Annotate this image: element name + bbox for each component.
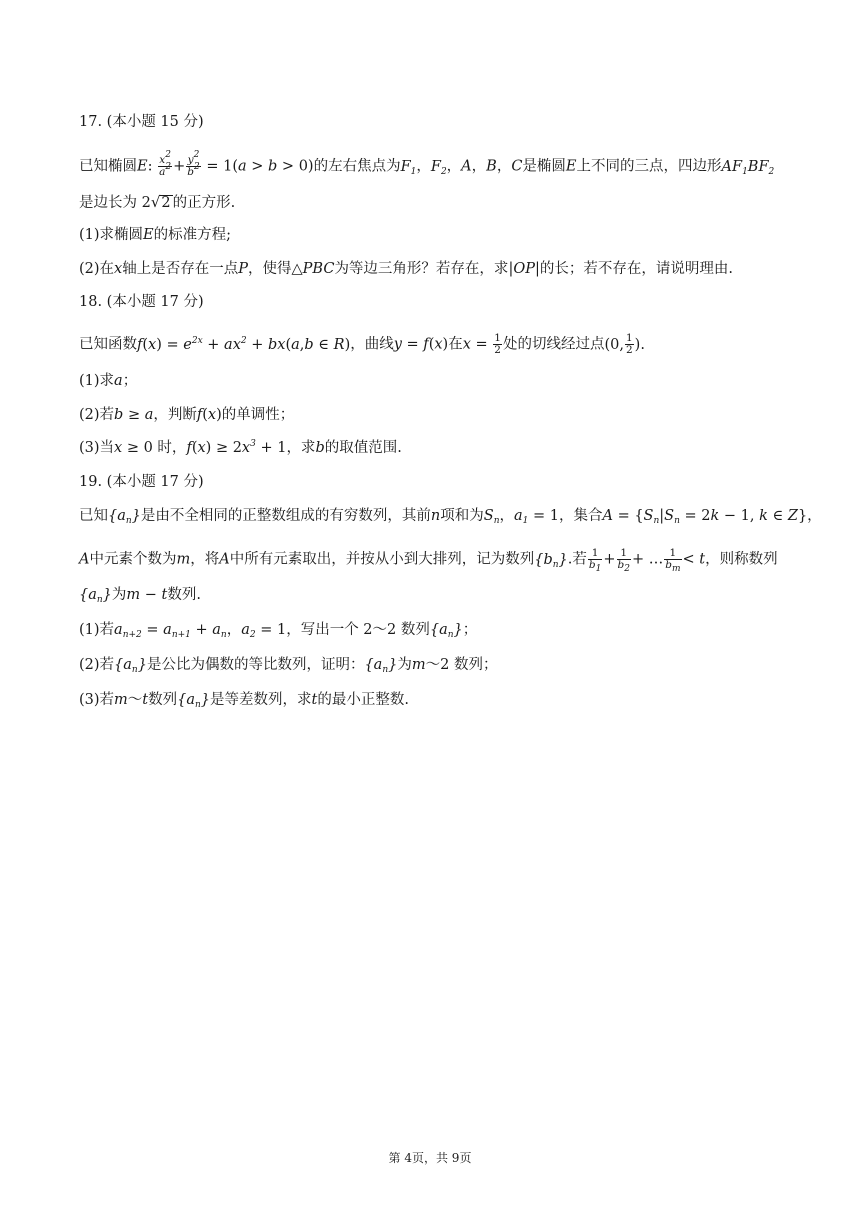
q19-part1-text-b: ，写出一个 2～2 数列	[286, 622, 430, 638]
q18-part3-text-c: ，求	[286, 440, 316, 456]
function-definition: $f(x) = e^{2x} + ax^2 + bx(a,b$ ∈ R)	[137, 335, 351, 353]
q19-stem-line3: $\{a_n\}$为m − t数列.	[79, 587, 201, 605]
q17-part2-text-b: 轴上是否存在一点	[122, 261, 239, 277]
q19-line2-text-c: 中所有元素取出，并按从小到大排列，记为数列	[229, 551, 535, 568]
set-A-definition: $A = \{S_n|S_n = 2k - 1$, k ∈ Z}	[602, 508, 808, 526]
q17-part1: (1)求椭圆𝐸的标准方程;	[79, 227, 232, 243]
q17-stem-line1: 已知椭圆E: $\frac{x^2}{a^2}$ + $\frac{y^2}{b^2}$ = 1(a > b > 0)的左右焦点为$F_1$，$F_2$，A，B，C是椭圆E上不同的三点，四边形$AF_1BF_2$	[79, 150, 775, 178]
fraction-1-b2: $\frac{1}{b_2}$	[617, 547, 630, 574]
q19-part3: (3)若m～t数列$\{a_n\}$是等差数列，求t的最小正整数.	[79, 692, 409, 710]
q17-text-c: 是椭圆	[522, 158, 566, 175]
q19-line1-text-b: 是由不全相同的正整数组成的有穷数列，其前	[140, 508, 431, 524]
q19-part2-text-a: (2)若	[79, 657, 115, 673]
q17-text-line2-a: 是边长为	[79, 195, 142, 211]
q19-line3-text-b: 为	[111, 587, 127, 603]
page-footer: 第 4页，共 9页	[388, 1151, 472, 1165]
fraction-1-b1: $\frac{1}{b_1}$	[588, 547, 602, 574]
q19-part1-text-a: (1)若	[79, 622, 115, 638]
q17-text-b: 的左右焦点为	[313, 158, 401, 175]
q18-part1-text-b: ；	[122, 373, 138, 389]
fraction-one-half: $\frac{1}{2}$	[494, 332, 501, 356]
q17-part2-text-e: 的长；若不存在，请说明理由.	[539, 261, 733, 277]
q18-part3-text-a: (3)当	[79, 440, 115, 456]
q17-text-a: 已知椭圆	[79, 158, 137, 175]
q19-part3-text-d: 是等差数列，求	[210, 692, 312, 708]
q18-part3: (3)当x ≥ 0 时，$f(x) \ge 2x^3 + 1$，求b的取值范围.	[79, 439, 402, 456]
ellipse-condition: = 1(a > b > 0)	[206, 158, 314, 175]
q19-line1-text-d: ，集合	[558, 508, 603, 524]
q17-part2-text-c: ，使得△	[248, 261, 303, 277]
q19-part3-text-a: (3)若	[79, 692, 115, 708]
q18-text-a: 已知函数	[79, 336, 137, 353]
q19-part1: (1)若$a_{n+2} = a_{n+1} + a_n$，$a_2 = 1$，写出一个 2～2 数列$\{a_n\}$；	[79, 622, 478, 640]
q18-part2: (2)若b ≥ a，判断f(x)的单调性；	[79, 407, 295, 423]
q19-part3-text-b: ～	[127, 692, 143, 708]
side-length: 2√2	[141, 193, 171, 211]
q19-part2-text-c: 为	[397, 657, 412, 673]
q18-part3-text-b: 时，	[152, 440, 187, 456]
q18-stem: 已知函数$f(x) = e^{2x} + ax^2 + bx(a,b$ ∈ R)，曲线y = f(x)在x = $\frac{1}{2}$ 处的切线经过点(0, $\frac{1}{2}$ ).	[79, 332, 645, 356]
q18-part2-text-a: (2)若	[79, 407, 115, 423]
fraction-x2-a2: $\frac{x^2}{a^2}$	[159, 150, 172, 178]
q18-part1-text-a: (1)求	[79, 373, 115, 389]
ellipse-E: E	[137, 158, 148, 175]
q17-stem-line2	[79, 192, 235, 213]
q18-header: 18. (本小题 17 分)	[79, 294, 204, 310]
q19-part2-text-d: ～2 数列；	[425, 657, 498, 673]
fraction-1-bm: $\frac{1}{b_m}$	[665, 547, 681, 574]
q19-part3-text-c: 数列	[148, 692, 178, 708]
q19-part2-text-b: 是公比为偶数的等比数列，证明：	[146, 657, 365, 673]
q18-text-c: 在	[448, 336, 463, 353]
q17-text-d: 上不同的三点，四边形	[576, 158, 722, 175]
q19-line2-text-a: 中元素个数为	[89, 551, 177, 568]
q19-line2-text-b: ，将	[190, 551, 220, 568]
q19-line1-text-a: 已知	[79, 508, 108, 524]
q19-part3-text-e: 的最小正整数.	[317, 692, 409, 708]
q17-part2-text-d: 为等边三角形？若存在，求	[334, 261, 509, 277]
q18-part2-text-b: ，判断	[153, 407, 197, 423]
q18-part2-text-c: 的单调性；	[221, 407, 295, 423]
quadrilateral: $AF_1BF_2$	[721, 158, 775, 177]
fraction-y2-b2: $\frac{y^2}{b^2}$	[187, 150, 200, 178]
q18-text-d: 处的切线经过点	[502, 336, 605, 353]
q18-text-b: ，曲线	[350, 336, 394, 353]
q19-line2-text-e: ，则称数列	[705, 551, 778, 568]
q19-line1-text-c: 项和为	[440, 508, 484, 524]
q18-part3-text-d: 的取值范围.	[324, 440, 402, 456]
q18-part1: (1)求a；	[79, 373, 138, 389]
q17-header: 17. (本小题 15 分)	[79, 114, 204, 130]
q19-stem-line2: A中元素个数为m，将A中所有元素取出，并按从小到大排列，记为数列$\{b_n\}$.若 $\frac{1}{b_1}$ + $\frac{1}{b_2}$ + … $\frac{1}{b_m}$ < t，则称数列	[79, 547, 778, 574]
q19-part1-text-c: ；	[462, 622, 478, 638]
q19-line3-text-c: 数列.	[167, 587, 201, 603]
q19-stem-line1: 已知$\{a_n\}$是由不全相同的正整数组成的有穷数列，其前n项和为$S_n$，$a_1 = 1$，集合$A = \{S_n|S_n = 2k - 1$, k ∈ Z}，	[79, 508, 822, 526]
q17-part2: (2)在x轴上是否存在一点P，使得△PBC为等边三角形？若存在，求|OP|的长；若不存在，请说明理由.	[79, 261, 733, 277]
q19-line2-text-d: .若	[567, 551, 587, 568]
q19-header: 19. (本小题 17 分)	[79, 474, 204, 490]
q17-text-line2-b: 的正方形.	[172, 195, 236, 211]
point-coordinates: (0, $\frac{1}{2}$ ).	[604, 332, 645, 356]
q19-part2: (2)若$\{a_n\}$是公比为偶数的等比数列，证明：$\{a_n\}$为m～2 数列；	[79, 657, 498, 675]
q17-part2-text-a: (2)在	[79, 261, 115, 277]
